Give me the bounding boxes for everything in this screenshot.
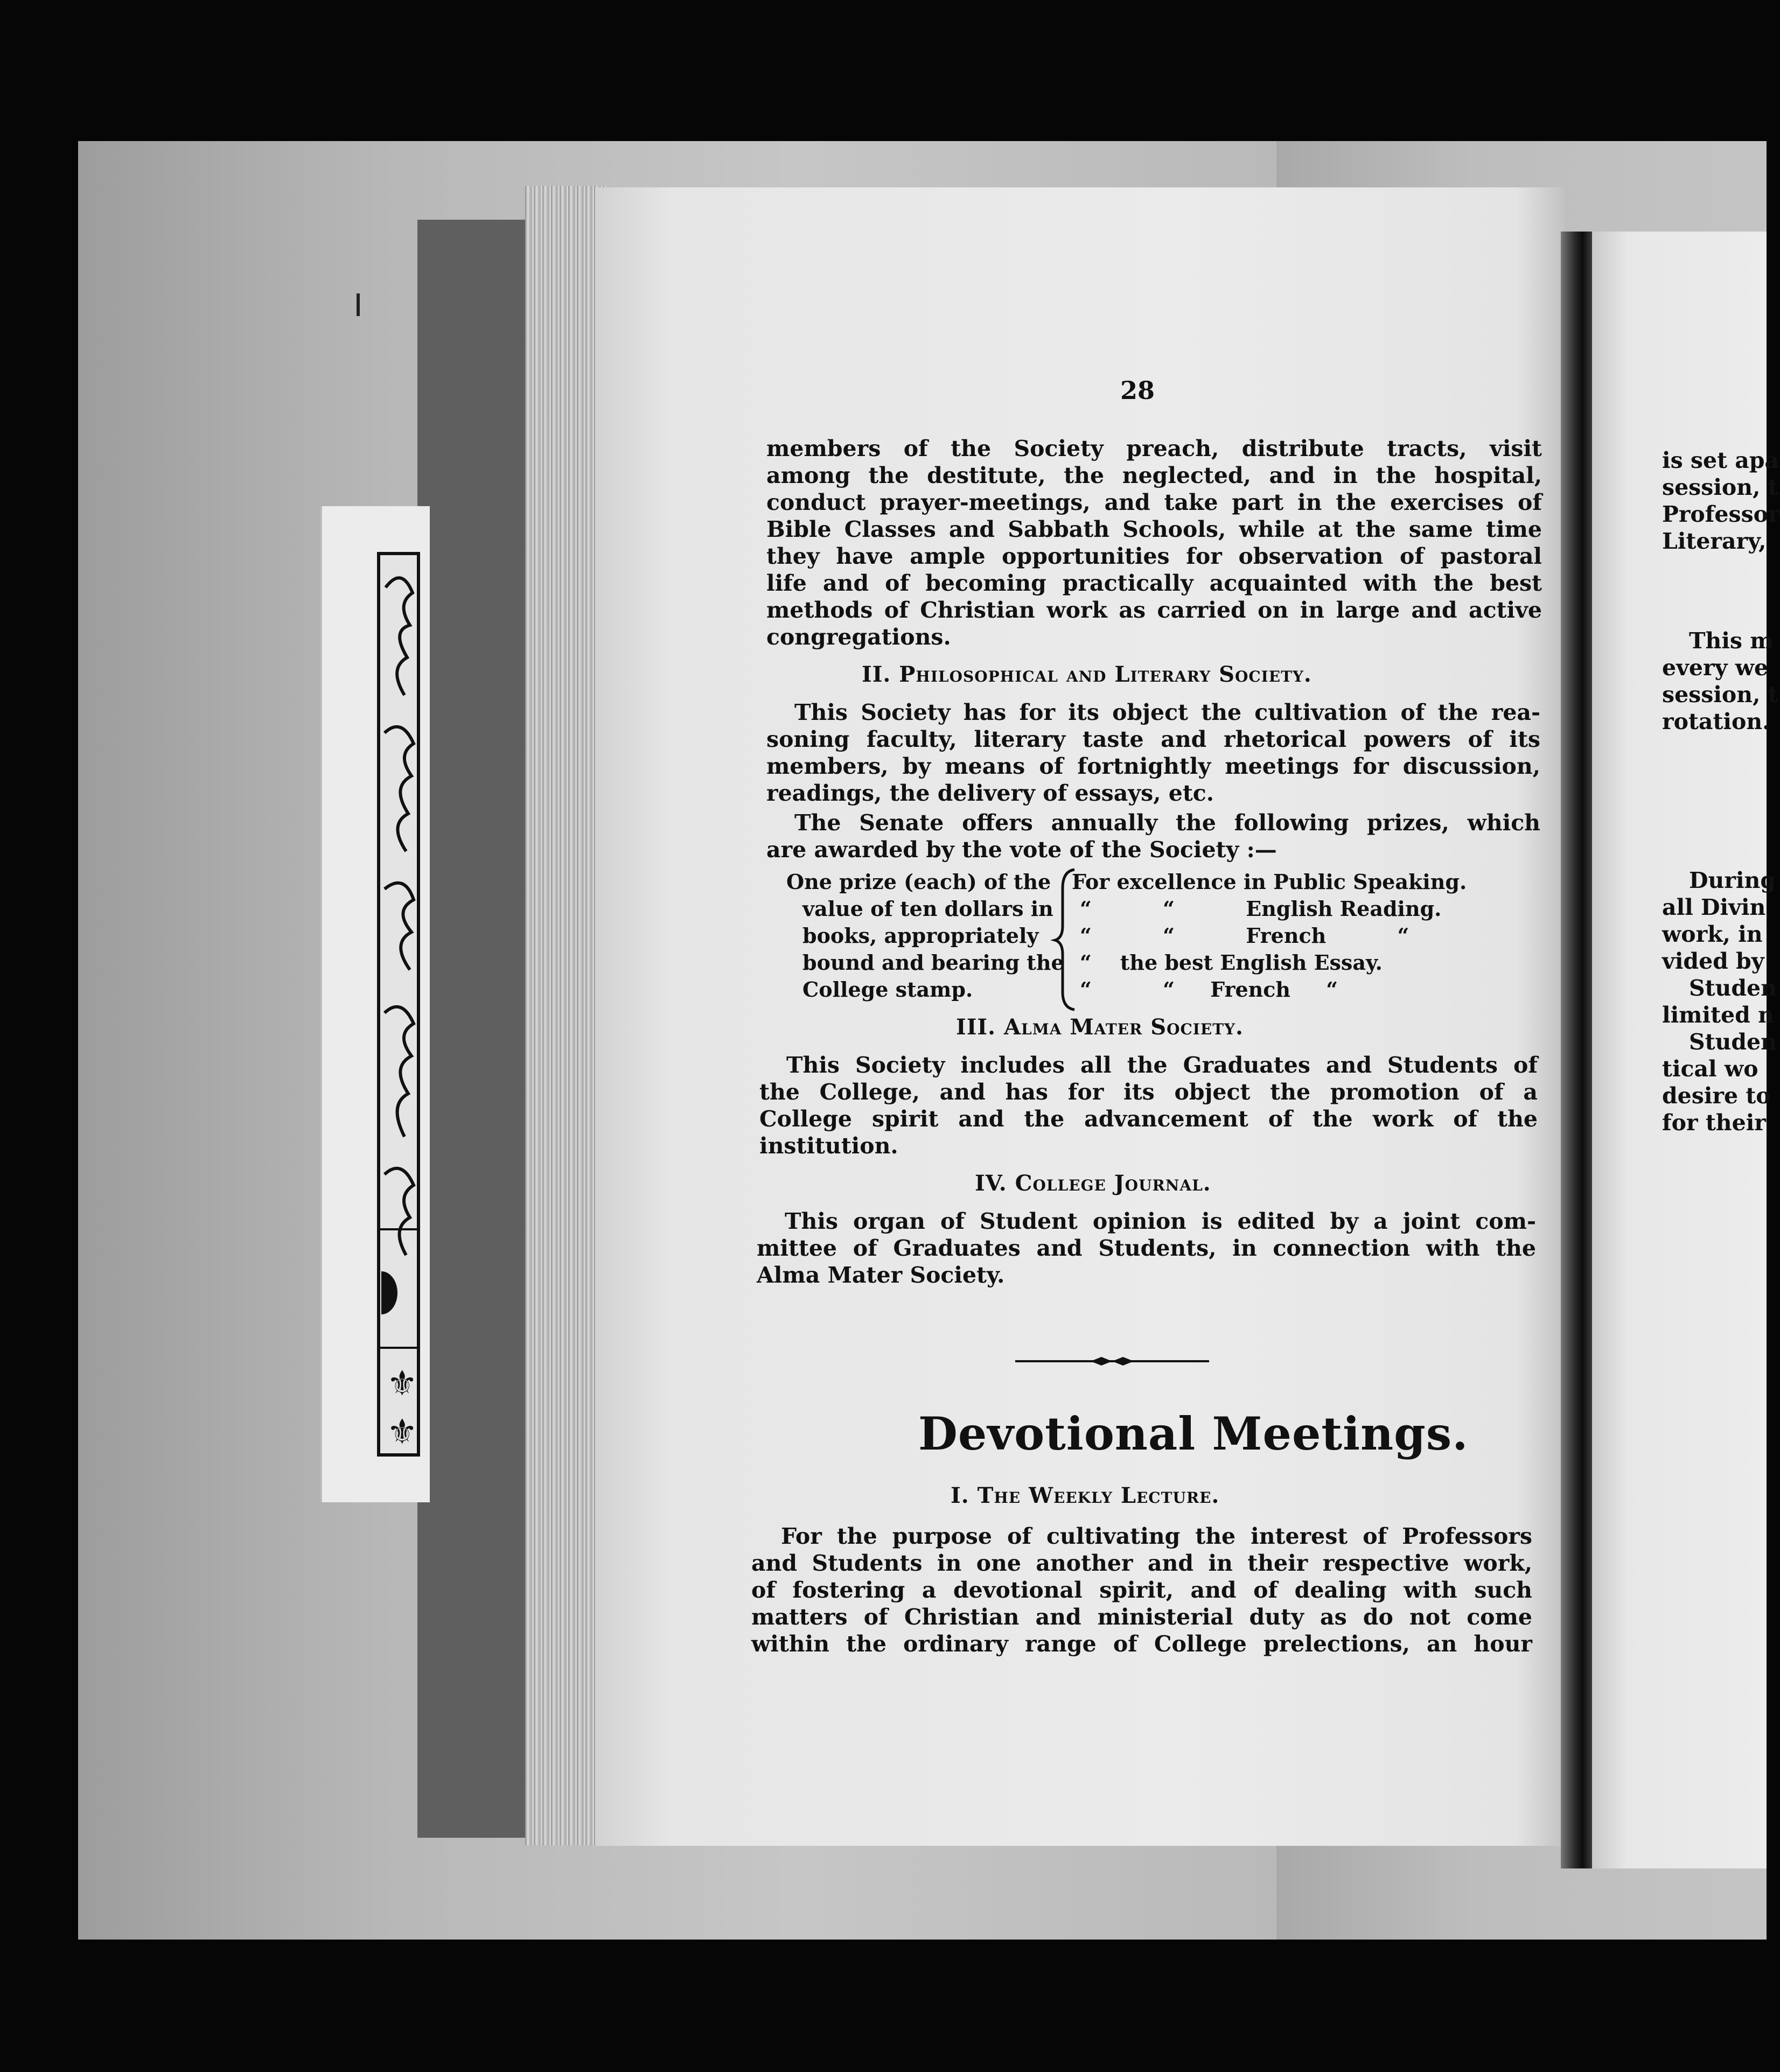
text-line: This organ of Student opinion is edited by a joint com- [785, 1208, 1536, 1234]
text-fragment: session, t [1662, 682, 1778, 708]
text-fragment: rotation. [1662, 709, 1770, 734]
text-line: of fostering a devotional spirit, and of dealing with such [751, 1577, 1532, 1603]
text-line: they have ample opportunities for observation of pastoral [766, 543, 1542, 569]
text-fragment: limited n [1662, 1002, 1774, 1028]
heading-numeral: II. [862, 662, 891, 687]
prize-item: For excellence in Public Speaking. [1072, 870, 1467, 894]
text-line: College stamp. [802, 977, 973, 1002]
text-line: and Students in one another and in their respective work, [751, 1550, 1532, 1576]
book-gutter [1561, 232, 1592, 1868]
text-fragment: Studen [1689, 1029, 1777, 1055]
page-edges [525, 186, 606, 1845]
text-line: mittee of Graduates and Students, in connection with the [757, 1235, 1536, 1261]
text-line: members, by means of fortnightly meetings for discussion, [766, 753, 1540, 779]
text-fragment: vided by [1662, 948, 1764, 974]
text-fragment: work, in [1662, 921, 1763, 947]
ink-mark [357, 293, 360, 316]
text-line: among the destitute, the neglected, and in the hospital, [766, 463, 1542, 488]
text-fragment: Studen [1689, 975, 1777, 1001]
text-line: This Society includes all the Graduates and Students of [786, 1052, 1538, 1078]
text-line: life and of becoming practically acquainted with the best [766, 570, 1542, 596]
spine-ornament-frame [377, 552, 420, 1457]
leaf-ornament-icon [380, 555, 417, 1453]
book-page [595, 187, 1565, 1846]
text-line: value of ten dollars in [802, 897, 1053, 921]
text-line: One prize (each) of the [786, 870, 1051, 894]
facing-page-fragment [1592, 232, 1780, 1868]
text-line: methods of Christian work as carried on in large and active [766, 597, 1542, 623]
text-line: congregations. [766, 624, 951, 650]
text-fragment: Professor [1662, 501, 1780, 527]
section-heading-journal [975, 1170, 1211, 1197]
text-fragment: every we [1662, 655, 1769, 681]
text-fragment: Literary, [1662, 528, 1767, 554]
svg-text:⚜: ⚜ [387, 1364, 418, 1404]
text-fragment: all Divin [1662, 894, 1766, 920]
text-line: readings, the delivery of essays, etc. [766, 780, 1214, 806]
section-heading-philosophical [862, 661, 1312, 688]
heading-text: Alma Mater Society. [1004, 1014, 1244, 1040]
text-line: matters of Christian and ministerial duty as do not come [751, 1604, 1532, 1630]
text-fragment: This m [1689, 628, 1774, 654]
text-line: conduct prayer-meetings, and take part in the exercises of [766, 489, 1542, 515]
section-heading-alma-mater [956, 1014, 1244, 1041]
page-number: 28 [1120, 376, 1155, 405]
heading-text: College Journal. [1015, 1171, 1211, 1196]
text-line: within the ordinary range of College prelections, an hour [751, 1631, 1532, 1657]
text-fragment: tical wo [1662, 1056, 1758, 1082]
devotional-title: Devotional Meetings. [918, 1407, 1469, 1460]
text-line: soning faculty, literary taste and rhetorical powers of its [766, 726, 1540, 752]
text-line: Bible Classes and Sabbath Schools, while at the same time [766, 516, 1542, 542]
text-fragment: During [1689, 867, 1776, 893]
heading-text: Philosophical and Literary Society. [899, 662, 1312, 687]
ornamental-rule [1015, 1353, 1209, 1369]
text-line: are awarded by the vote of the Society :— [766, 837, 1277, 863]
heading-numeral: I. [951, 1483, 969, 1508]
prize-item: “ “ French “ [1080, 923, 1409, 948]
text-fragment: for their [1662, 1110, 1766, 1136]
text-line: the College, and has for its object the promotion of a [759, 1079, 1538, 1105]
svg-text:⚜: ⚜ [387, 1412, 418, 1452]
text-line: For the purpose of cultivating the interest of Professors [781, 1523, 1532, 1549]
heading-numeral: III. [956, 1014, 996, 1040]
text-fragment: is set apa [1662, 447, 1779, 473]
text-line: The Senate offers annually the following prizes, which [794, 810, 1540, 836]
heading-numeral: IV. [975, 1171, 1007, 1196]
text-line: books, appropriately [802, 923, 1039, 948]
sub-heading-weekly-lecture [951, 1482, 1219, 1509]
text-line: institution. [759, 1133, 898, 1159]
text-line: This Society has for its object the cultivation of the rea- [794, 699, 1540, 725]
text-line: bound and bearing the [802, 950, 1064, 975]
prize-item: “ “ English Reading. [1080, 897, 1442, 921]
text-line: members of the Society preach, distribute tracts, visit [766, 436, 1542, 461]
text-fragment: session, t [1662, 474, 1778, 500]
text-fragment: desire to [1662, 1083, 1771, 1109]
prize-item: “ “ French “ [1080, 977, 1338, 1002]
prize-item: “ the best English Essay. [1080, 950, 1383, 975]
book-cover-board [417, 220, 541, 1838]
heading-text: The Weekly Lecture. [977, 1483, 1220, 1508]
text-line: Alma Mater Society. [757, 1262, 1005, 1288]
text-line: College spirit and the advancement of the work of the [759, 1106, 1538, 1132]
